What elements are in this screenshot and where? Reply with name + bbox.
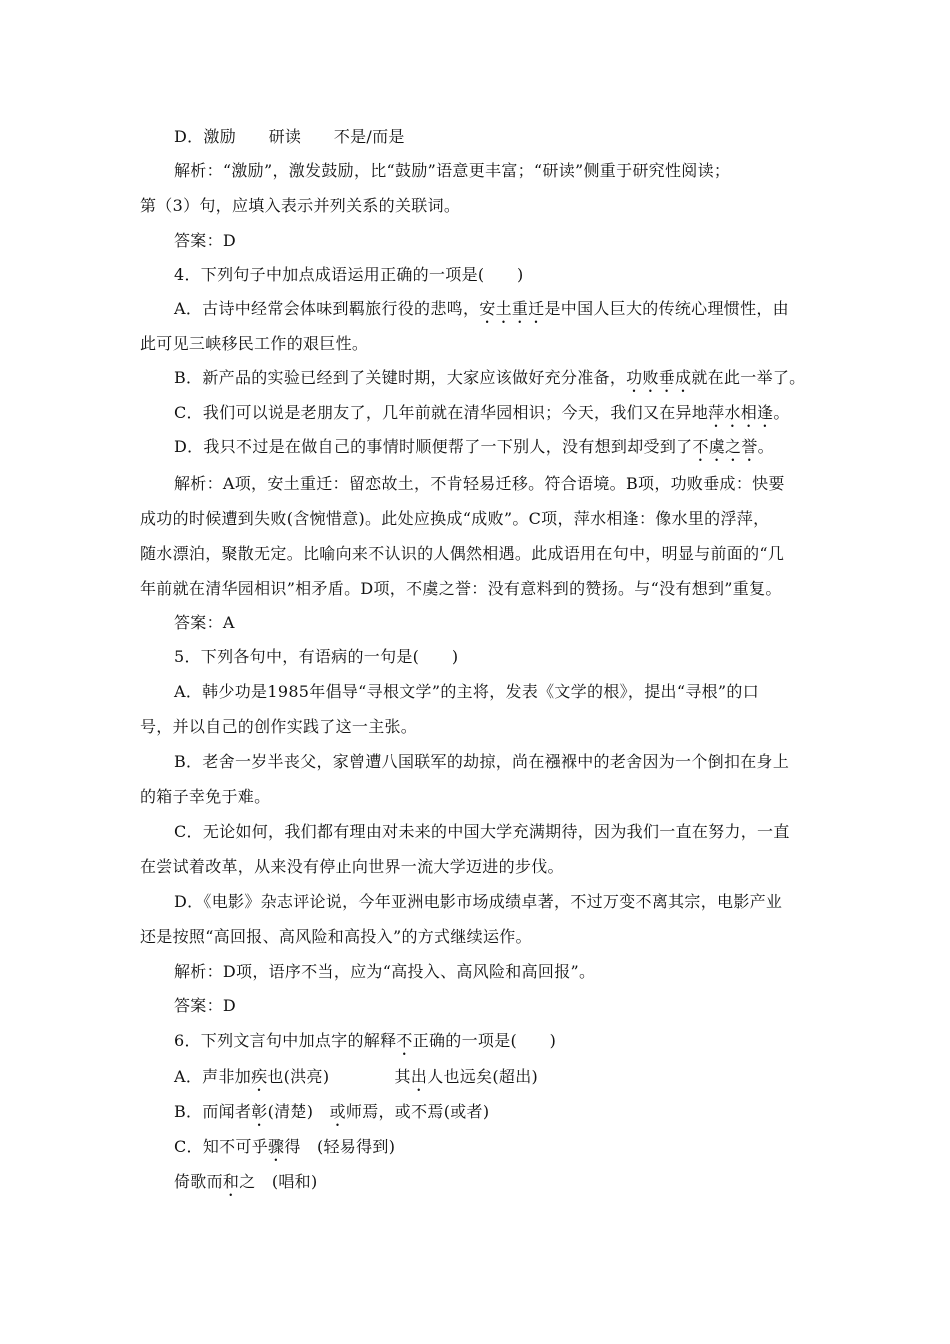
text-span: 师焉，或不焉(或者) bbox=[345, 1102, 490, 1121]
question-6 bbox=[174, 1030, 556, 1059]
text-span: (清楚) bbox=[267, 1102, 330, 1121]
option-line bbox=[174, 1066, 538, 1095]
option-line bbox=[174, 436, 774, 465]
option-line bbox=[174, 367, 805, 396]
emphasized-idiom: 萍水相逢 bbox=[708, 403, 774, 422]
emphasized-idiom: 功败垂成 bbox=[626, 368, 692, 387]
question-5: 5．下列各句中，有语病的一句是( ) bbox=[174, 647, 459, 666]
text-line: 的箱子幸免于难。 bbox=[140, 787, 271, 806]
text-line: 此可见三峡移民工作的艰巨性。 bbox=[140, 334, 369, 353]
text-line: 答案：D bbox=[174, 231, 237, 250]
text-line: 还是按照“高回报、高风险和高投入”的方式继续运作。 bbox=[140, 927, 532, 946]
text-line: D．激励 研读 不是/而是 bbox=[174, 127, 405, 146]
text-span: A．声非加 bbox=[174, 1067, 252, 1086]
text-span: 倚歌而 bbox=[174, 1172, 223, 1191]
emphasized-char: 骤 bbox=[268, 1137, 285, 1156]
text-span: B．新产品的实验已经到了关键时期，大家应该做好充分准备， bbox=[174, 368, 627, 387]
text-span: 得 (轻易得到) bbox=[284, 1137, 396, 1156]
text-span: B．而闻者 bbox=[174, 1102, 252, 1121]
emphasized-char: 出 bbox=[410, 1067, 428, 1086]
text-span: 6．下列文言句中加点字的解释 bbox=[174, 1031, 397, 1050]
emphasized-char: 彰 bbox=[251, 1102, 268, 1121]
text-span: A．古诗中经常会体味到羁旅行役的悲鸣， bbox=[174, 299, 480, 318]
text-line: 解析：D项，语序不当，应为“高投入、高风险和高回报”。 bbox=[174, 962, 596, 981]
text-line: 答案：A bbox=[174, 613, 235, 632]
text-line: 成功的时候遭到失败(含惋惜意)。此处应换成“成败”。C项，萍水相逢：像水里的浮萍， bbox=[140, 509, 770, 528]
text-line: 答案：D bbox=[174, 996, 237, 1015]
text-span: 。 bbox=[773, 403, 790, 422]
text-span: 就在此一举了。 bbox=[691, 368, 806, 387]
emphasized-char: 不 bbox=[396, 1031, 413, 1050]
text-span: 是中国人巨大的传统心理惯性，由 bbox=[544, 299, 789, 318]
text-line: D．《电影》杂志评论说，今年亚洲电影市场成绩卓著，不过万变不离其宗，电影产业 bbox=[174, 892, 783, 911]
option-line bbox=[174, 1171, 318, 1200]
text-line: 解析：A项，安土重迁：留恋故土，不肯轻易迁移。符合语境。B项，功败垂成：快要 bbox=[174, 474, 785, 493]
text-span: 人也远矣(超出) bbox=[427, 1067, 539, 1086]
option-line bbox=[174, 1136, 395, 1165]
text-line: 在尝试着改革，从来没有停止向世界一流大学迈进的步伐。 bbox=[140, 857, 564, 876]
emphasized-idiom: 安土重迁 bbox=[479, 299, 545, 318]
text-span: C．我们可以说是老朋友了，几年前就在清华园相识；今天，我们又在异地 bbox=[174, 403, 709, 422]
text-line: 解析：“激励”，激发鼓励，比“鼓励”语意更丰富；“研读”侧重于研究性阅读； bbox=[174, 161, 731, 180]
text-line: 随水漂泊，聚散无定。比喻向来不认识的人偶然相遇。此成语用在句中，明显与前面的“几 bbox=[140, 544, 785, 563]
emphasized-char: 疾 bbox=[251, 1067, 268, 1086]
text-span: 。 bbox=[757, 437, 774, 456]
text-span: C．知不可乎 bbox=[174, 1137, 269, 1156]
emphasized-char: 或 bbox=[329, 1102, 346, 1121]
text-line: 年前就在清华园相识”相矛盾。D项，不虞之誉：没有意料到的赞扬。与“没有想到”重复。 bbox=[140, 579, 782, 598]
text-span: D．我只不过是在做自己的事情时顺便帮了一下别人，没有想到却受到了 bbox=[174, 437, 693, 456]
option-line bbox=[174, 1101, 489, 1130]
text-line: 号，并以自己的创作实践了这一主张。 bbox=[140, 717, 418, 736]
text-span: 之 (唱和) bbox=[239, 1172, 318, 1191]
option-line bbox=[174, 298, 789, 327]
emphasized-char: 和 bbox=[222, 1172, 240, 1191]
text-span: 正确的一项是( ) bbox=[412, 1031, 557, 1050]
option-line bbox=[174, 402, 790, 431]
question-4: 4．下列句子中加点成语运用正确的一项是( ) bbox=[174, 265, 524, 284]
text-line: 第（3）句，应填入表示并列关系的关联词。 bbox=[140, 196, 461, 215]
text-line: C．无论如何，我们都有理由对未来的中国大学充满期待，因为我们一直在努力，一直 bbox=[174, 822, 790, 841]
text-span: 也(洪亮) 其 bbox=[267, 1067, 411, 1086]
text-line: B．老舍一岁半丧父，家曾遭八国联军的劫掠，尚在襁褓中的老舍因为一个倒扣在身上 bbox=[174, 752, 790, 771]
emphasized-idiom: 不虞之誉 bbox=[692, 437, 758, 456]
text-line: A．韩少功是1985年倡导“寻根文学”的主将，发表《文学的根》，提出“寻根”的口 bbox=[174, 682, 759, 701]
